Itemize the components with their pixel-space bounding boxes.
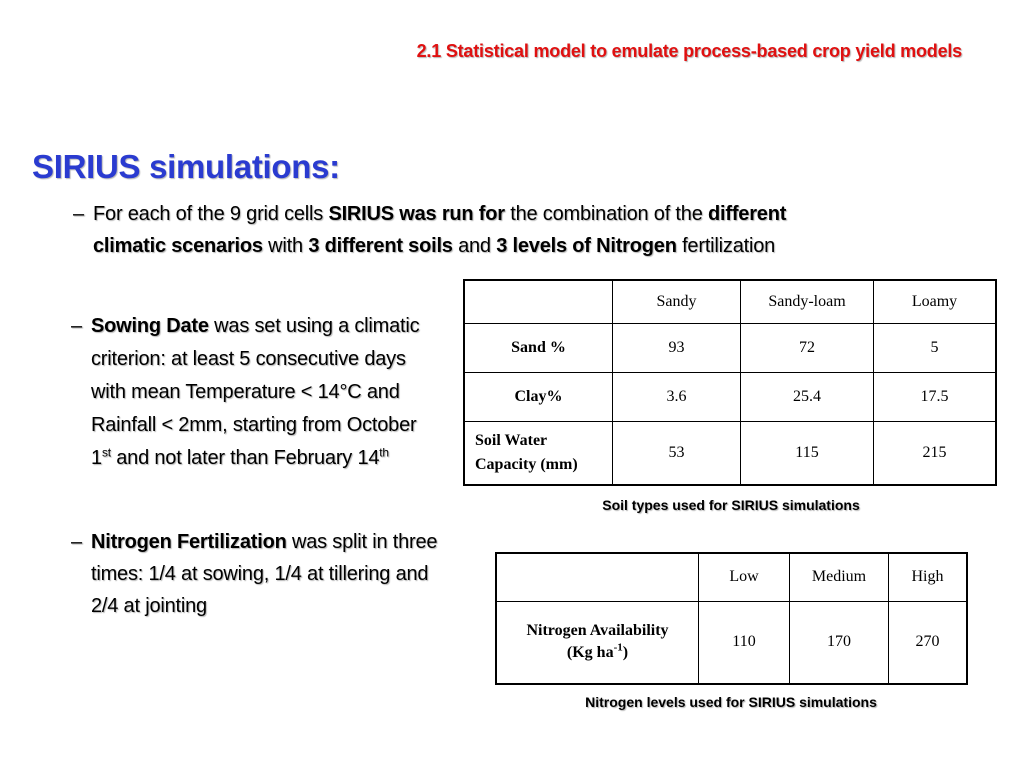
section-title: 2.1 Statistical model to emulate process-based crop yield models: [416, 41, 962, 61]
row-header: [496, 601, 699, 684]
dash-bullet-icon: –: [73, 203, 84, 225]
table-cell: 170: [790, 601, 889, 684]
slide-heading: SIRIUS simulations:: [32, 148, 340, 185]
table-cell: 17.5: [874, 372, 997, 421]
bullet-bold-text: Sowing Date: [91, 315, 209, 337]
column-header-high: High: [889, 553, 968, 601]
bullet-bold-text: Nitrogen Fertilization: [91, 531, 287, 553]
column-header-sandy-loam: Sandy-loam: [741, 280, 874, 323]
table-cell: 115: [741, 421, 874, 485]
table-cell: 270: [889, 601, 968, 684]
bullet-text: fertilization: [676, 235, 776, 257]
bullet-sowing-date: [71, 310, 436, 475]
bullet-text: with: [262, 235, 309, 257]
bullet-bold-text: different climatic scenarios: [93, 203, 787, 257]
row-header-line: (Kg ha: [566, 644, 614, 662]
table-cell: 3.6: [613, 372, 741, 421]
bullet-simulation-setup: [73, 198, 853, 262]
bullet-text: and not later than February 14: [110, 447, 380, 469]
nitrogen-table-caption: Nitrogen levels used for SIRIUS simulations: [585, 694, 877, 710]
table-cell: 5: [874, 323, 997, 372]
bullet-text: was split in three times: 1/4 at sowing, 1/4 at tillering and 2/4 at jointing: [91, 531, 438, 617]
row-header: Soil Water Capacity (mm): [464, 421, 613, 485]
bullet-text: and: [452, 235, 497, 257]
dash-bullet-icon: –: [71, 315, 82, 337]
table-cell: 53: [613, 421, 741, 485]
superscript: th: [379, 445, 389, 460]
bullet-bold-text: 3 levels of Nitrogen: [496, 235, 677, 257]
table-header-row: [464, 280, 996, 323]
table-cell: 215: [874, 421, 997, 485]
dash-bullet-icon: –: [71, 531, 82, 553]
table-corner-cell: [496, 553, 699, 601]
superscript: st: [101, 445, 111, 460]
table-cell: 25.4: [741, 372, 874, 421]
table-row: [464, 421, 996, 485]
bullet-nitrogen-fertilization: [71, 526, 441, 622]
soil-table-caption: Soil types used for SIRIUS simulations: [602, 497, 860, 513]
row-header-line: ): [622, 644, 629, 662]
row-header: Sand %: [464, 323, 613, 372]
bullet-bold-text: SIRIUS was run for: [328, 203, 505, 225]
bullet-bold-text: 3 different soils: [308, 235, 453, 257]
table-row: [496, 601, 967, 684]
column-header-loamy: Loamy: [874, 280, 997, 323]
table-header-row: [496, 553, 967, 601]
row-header-line: Nitrogen Availability: [526, 622, 669, 640]
column-header-low: Low: [699, 553, 790, 601]
table-cell: 110: [699, 601, 790, 684]
row-header: Clay%: [464, 372, 613, 421]
table-row: [464, 372, 996, 421]
bullet-text: was set using a climatic criterion: at least 5 consecutive days with mean Temperature < 14°C and Rainfall < 2mm, starting from October 1: [91, 315, 420, 469]
table-row: [464, 323, 996, 372]
column-header-medium: Medium: [790, 553, 889, 601]
column-header-sandy: Sandy: [613, 280, 741, 323]
bullet-text: the combination of the: [504, 203, 708, 225]
nitrogen-levels-table: [495, 552, 968, 685]
table-cell: 72: [741, 323, 874, 372]
table-corner-cell: [464, 280, 613, 323]
superscript: -1: [613, 641, 623, 654]
soil-types-table: [463, 279, 997, 486]
bullet-text: For each of the 9 grid cells: [93, 203, 329, 225]
table-cell: 93: [613, 323, 741, 372]
